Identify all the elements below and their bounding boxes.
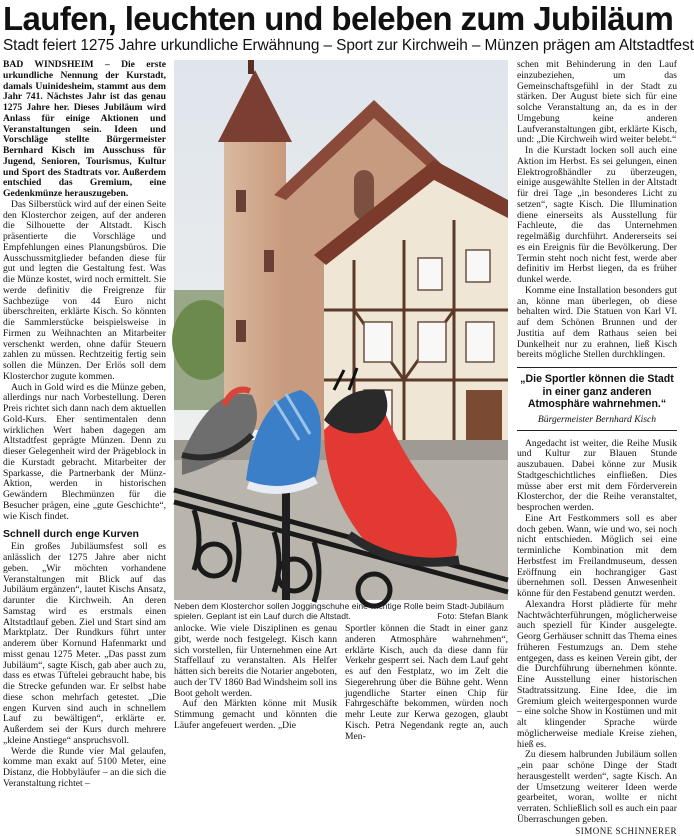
paragraph: Ein großes Jubiläumsfest soll es anlässlich der 1275 Jahre aber nicht geben. „Wir möchten vorhandene Veranstaltungen mit Blick auf das Jubiläum ergänzen“, lautet Kischs Ansatz, darunter die Kirchweih. An deren Samstag wird es erstmals einen Altstadtlauf geben. Ziel und Start sind am Marktplatz. Der Rundkurs führt unter anderem über Kornund Hafenmarkt und misst genau 1275 Meter. „Das passt zum Jubiläum“, sagte Kisch, gab aber auch zu, dass es etwas Tüftelei gebraucht habe, bis die Strecke gefunden war. Er selbst habe diese schon mehrfach getestet. „Die engen Kurven sind auch in schnellem Lauf zu bewältigen“, erklärte er. Außerdem sei der Kurs durch mehrere „kleine Anstiege“ anspruchsvoll. (3, 542, 166, 746)
photo-caption (174, 601, 508, 621)
paragraph: Eine Art Festkommers soll es aber doch geben. Wann, wie und wo, sei noch nicht entschieden. Möglich sei eine terminliche Kombination mit dem Herbstfest im Freilandmuseum, dessen Eröffnung ein hochrangiger Gast übernehmen soll. Dessen Anwesenheit könne für den Festabend genutzt werden. (517, 514, 677, 600)
paragraph: Werde die Runde vier Mal gelaufen, komme man exakt auf 5100 Meter, eine Distanz, die Hobbyläufer – an die sich die Veranstaltung richtet – (3, 747, 166, 790)
paragraph: In die Kurstadt locken soll auch eine Aktion im Herbst. Es sei gelungen, einen Elektrogroßhändler zu überzeugen, einige ausgewählte Stellen in der Altstadt für drei Tage „in besonderes Licht zu setzen“, sagte Kisch. Die Illumination diene einerseits als Ausstellung für Fachleute, die das Unternehmen regelmäßig durchführt. Andererseits sei es ein Ereignis für die Bevölkerung. Der Termin steht noch nicht fest, werde aber definitiv im Herbst liegen, da es früher dunkel werde. (517, 146, 677, 286)
article-photo (174, 60, 508, 600)
paragraph: Auf den Märkten könne mit Musik Stimmung gemacht und könnten die Läufer angefeuert werden. „Die (174, 699, 337, 731)
paragraph: Auch in Gold wird es die Münze geben, allerdings nur nach Vorbestellung. Deren Preis richtet sich dann nach dem aktuellen Gold-Kurs. Eher sentimentalen denn wirklichen Wert haben dagegen am Altstadtfest geprägte Münzen. Denn zu dieser Gelegenheit wird der Prägeblock in die Kurstadt gebracht. Mitarbeiter der Sparkasse, die Partnerbank der Münz-Aktion, werden in historischen Gewändern Blechmünzen für die Besucher prägen, eine „gute Geschichte“, wie Kisch findet. (3, 383, 166, 523)
author-byline: SIMONE SCHINNERER (517, 826, 677, 836)
pull-quote (517, 367, 677, 431)
subheading: Schnell durch enge Kurven (3, 528, 166, 540)
paragraph: Zu diesem halbrunden Jubiläum sollen „ein paar schöne Dinge der Stadt herausgestellt werden“, sagte Kisch. An der Umsetzung weiterer Ideen werde gearbeitet, woran, wollte er nicht verraten. Schließlich soll es auch ein paar Überraschungen geben. (517, 750, 677, 825)
headline: Laufen, leuchten und beleben zum Jubiläum (3, 0, 679, 38)
quote-attribution: Bürgermeister Bernhard Kisch (517, 414, 677, 426)
article-column-4 (517, 60, 677, 723)
article-column-2 (174, 624, 337, 723)
paragraph: Sportler können die Stadt in einer ganz anderen Atmosphäre wahrnehmen“, erklärte Kisch, auch da diese dann für Verkehr gesperrt sei. Nach dem Lauf geht es auf den Festplatz, wo im Zelt die Siegerehrung über die Bühne geht. Wenn jugendliche Starter einen Chip für Fahrgeschäfte bekommen, würden noch mehr Leute zur Kerwa gezogen, glaubt Kisch. Petra Negendank regte an, auch Men- (345, 624, 508, 742)
quote-text: „Die Sportler können die Stadt in einer ganz anderen Atmosphäre wahrnehmen.“ (517, 373, 677, 411)
paragraph: Komme eine Installation besonders gut an, könne man überlegen, ob diese behalten wird. Die Statuen von Karl VI. auf dem Schönen Brunnen und der Justitia auf dem Rathaus seien bei Dunkelheit nur zu erahnen, ließ Kisch bereits mögliche Stellen durchklingen. (517, 286, 677, 361)
caption-text: Neben dem Klosterchor sollen Joggingschuhe eine wichtige Rolle beim Stadt-Jubiläum spielen. Geplant ist ein Lauf durch die Altstadt. (174, 601, 504, 621)
photo-credit: Foto: Stefan Blank (437, 611, 508, 621)
lead-paragraph: BAD WINDSHEIM – Die erste urkundliche Nennung der Kurstadt, damals Uuinidesheim, stammt aus dem Jahr 741. Nächstes Jahr ist das genau 1275 Jahre her. Dieses Jubiläum wird Anlass für einige Aktionen und Veranstaltungen sein. Ideen und Vorschläge stellte Bürgermeister Bernhard Kisch im Ausschuss für Jugend, Senioren, Tourismus, Kultur und Sport des Stadtrats vor. Außerdem entschied das Gremium, eine Gedenkmünze herauszugeben. (3, 60, 166, 200)
article-column-1 (3, 60, 166, 723)
paragraph: Alexandra Horst plädierte für mehr Nachtwächterführungen, möglicherweise auch speziell für Kinder ausgelegte. Georg Gerhäuser schnitt das Thema eines früheren Festumzugs an. Dem stehe entgegen, dass es keinen Verein gibt, der die Durchführung übernehmen könnte. Eine Ausstellung einer historischen Stadtratssitzung. Eine Idee, die im Gremium gleich weitergesponnen wurde – eine solche Show in Kostümen und mit alt klingender Sprache würde möglicherweise mediale Kreise ziehen, hieß es. (517, 600, 677, 751)
subheadline: Stadt feiert 1275 Jahre urkundliche Erwähnung – Sport zur Kirchweih – Münzen prägen am Altstadtfest (3, 37, 679, 55)
paragraph: Das Silberstück wird auf der einen Seite den Klosterchor zeigen, auf der anderen die Silhouette der Altstadt. Kisch präsentierte die Vorschläge und Empfehlungen eines Planungsbüros. Die Ausschussmitglieder befanden diese für gut und legten die Gestaltung fest. Was die Münze kostet, wird noch ermittelt. Sie werde definitiv die Freigrenze für Sachbezüge von 44 Euro nicht überschreiten, erklärte Kisch. So könnten die Sammlerstücke beispielsweise in Firmen zu Weihnachten an Mitarbeiter verschenkt werden, ohne dafür Steuern zahlen zu müssen. Rechtzeitig fertig sein sollen die Münzen. Der Erlös soll dem Klosterchor zugute kommen. (3, 200, 166, 383)
paragraph: Angedacht ist weiter, die Reihe Musik und Kultur zur Blauen Stunde auszubauen. Dabei könne zur Musik Stadtgeschichtliches einfließen. Dies müsse aber erst mit dem Förderverein Klosterchor, der die Reihe veranstaltet, besprochen werden. (517, 439, 677, 514)
article-column-3 (345, 624, 508, 723)
paragraph: schen mit Behinderung in den Lauf einzubeziehen, um das Gemeinschaftsgefühl in der Stadt zu stärken. Der August biete sich für eine solche Veranstaltung an, da es in der Umgebung keine anderen Laufveranstaltungen gibt, erklärte Kisch, und: „Die Kirchweih wird weiter belebt.“ (517, 60, 677, 146)
paragraph: anlocke. Wie viele Disziplinen es genau gibt, werde noch festgelegt. Kisch kann sich vorstellen, für Unternehmen eine Art Staffellauf zu veranstalten. Als Helfer hätten sich bereits die Notarier angeboten, auch der TV 1860 Bad Windsheim soll ins Boot geholt werden. (174, 624, 337, 699)
